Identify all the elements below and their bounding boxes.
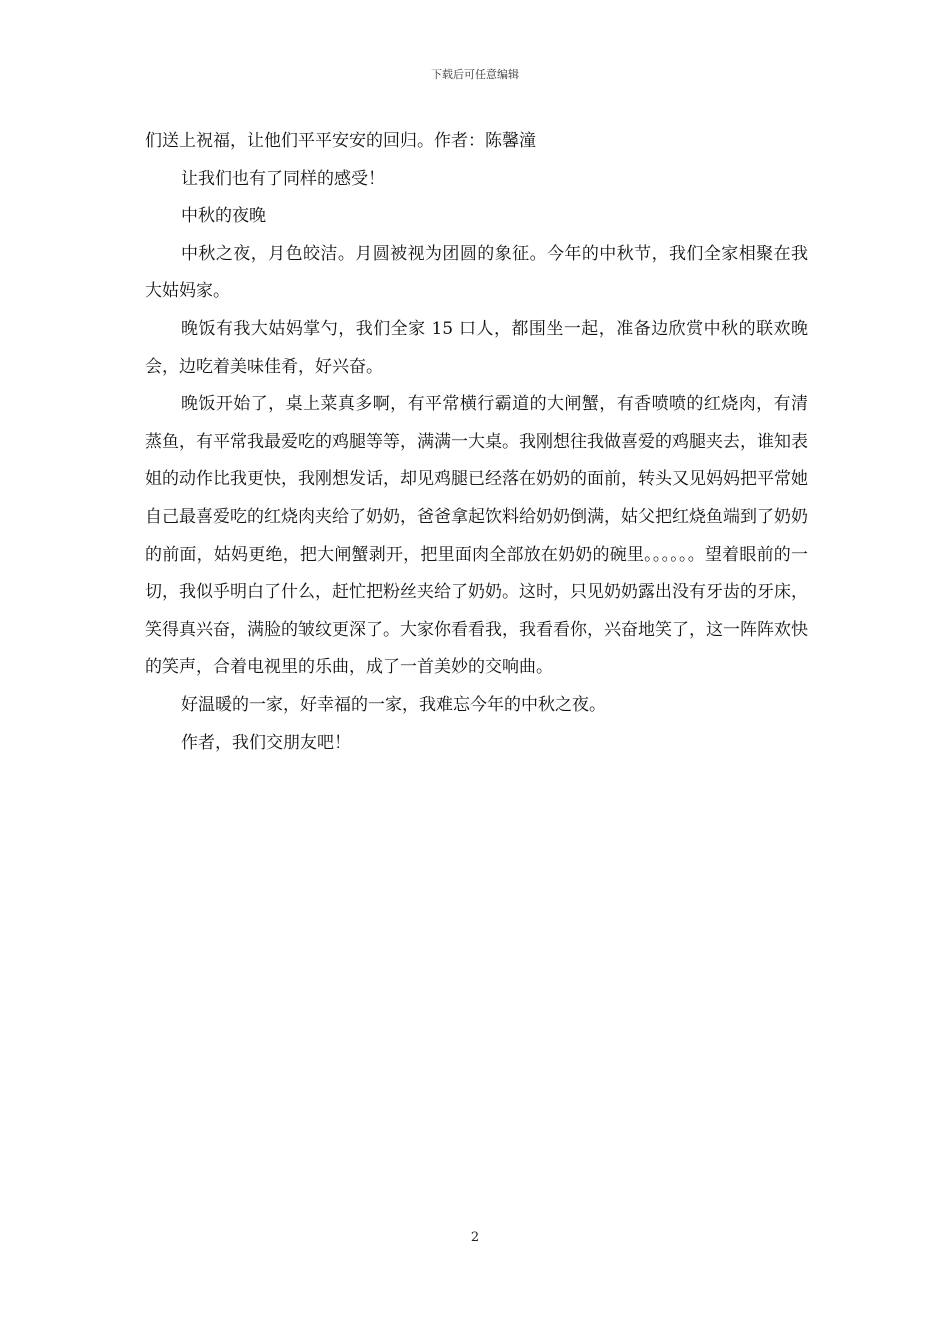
paragraph: 晚饭有我大姑妈掌勺，我们全家 15 口人，都围坐一起，准备边欣赏中秋的联欢晚会，边吃着美味佳肴，好兴奋。 — [145, 318, 808, 377]
page-header: 下载后可任意编辑 — [431, 68, 519, 81]
paragraph: 晚饭开始了，桌上菜真多啊，有平常横行霸道的大闸蟹，有香喷喷的红烧肉，有清蒸鱼，有平常我最爱吃的鸡腿等等，满满一大桌。我刚想往我做喜爱的鸡腿夹去，谁知表姐的动作比我更快，我刚想发话，却见鸡腿已经落在奶奶的面前，转头又见妈妈把平常她自己最喜爱吃的红烧肉夹给了奶奶，爸爸拿起饮料给奶奶倒满，姑父把红烧鱼端到了奶奶的前面，姑妈更绝，把大闸蟹剥开，把里面肉全部放在奶奶的碗里。。。。。。望着眼前的一切，我似乎明白了什么，赶忙把粉丝夹给了奶奶。这时，只见奶奶露出没有牙齿的牙床，笑得真兴奋，满脸的皱纹更深了。大家你看看我，我看看你，兴奋地笑了，这一阵阵欢快的笑声，合着电视里的乐曲，成了一首美妙的交响曲。 — [145, 394, 808, 678]
paragraph: 让我们也有了同样的感受！ — [181, 168, 385, 189]
document-body — [145, 123, 808, 762]
paragraph: 中秋之夜，月色皎洁。月圆被视为团圆的象征。今年的中秋节，我们全家相聚在我大姑妈家。 — [145, 243, 808, 302]
essay-title: 中秋的夜晚 — [181, 206, 266, 227]
paragraph: 好温暖的一家，好幸福的一家，我难忘今年的中秋之夜。 — [181, 694, 606, 715]
paragraph: 作者，我们交朋友吧！ — [181, 732, 351, 753]
page-number: 2 — [470, 1230, 480, 1245]
paragraph-continuation: 们送上祝福，让他们平平安安的回归。作者：陈馨潼 — [145, 131, 536, 151]
